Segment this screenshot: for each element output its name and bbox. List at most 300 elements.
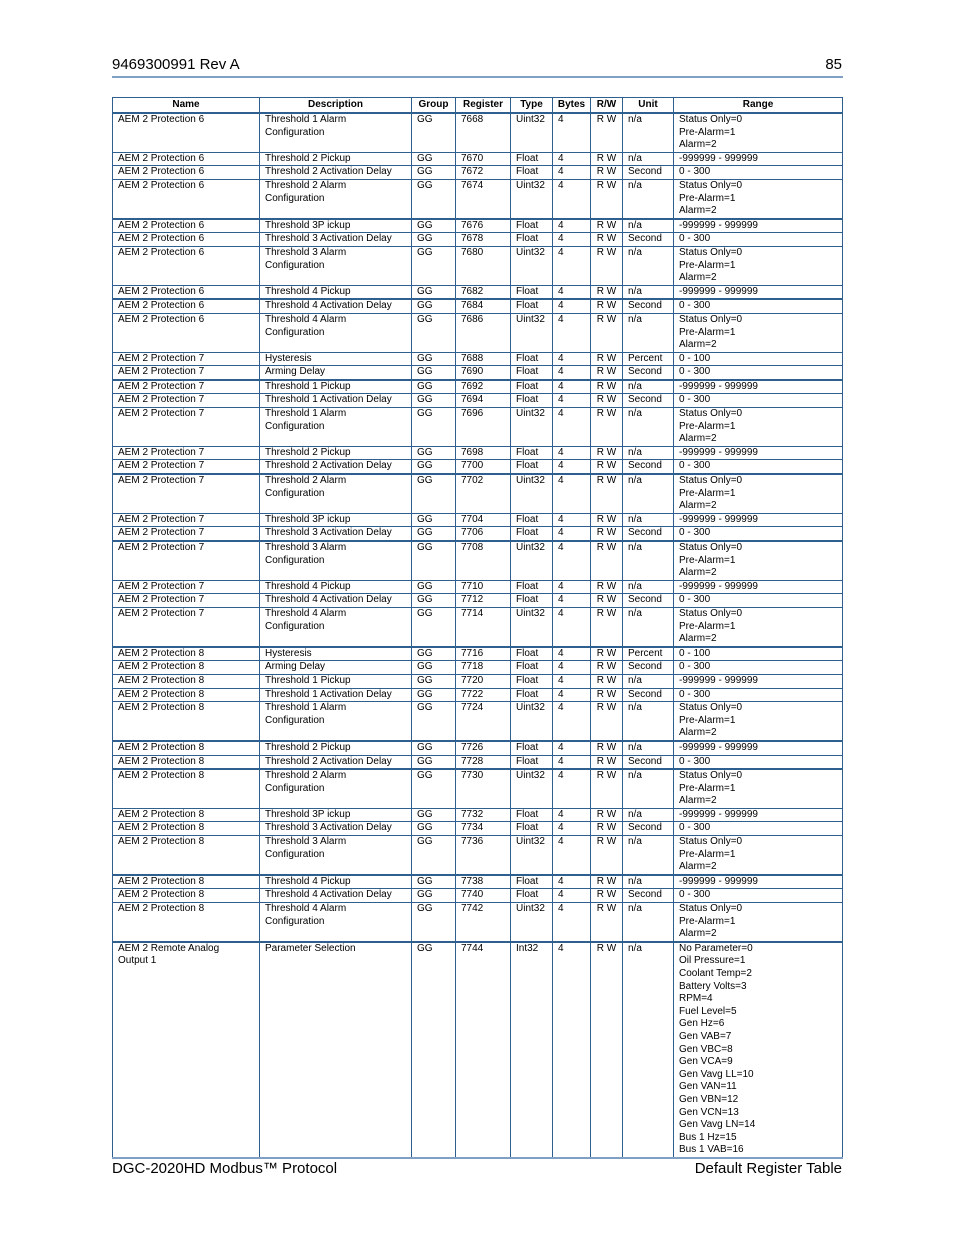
cell-group: GG	[412, 460, 456, 474]
cell-register: 7728	[456, 755, 511, 769]
cell-name: AEM 2 Protection 6	[113, 219, 260, 233]
column-header-register: Register	[456, 98, 511, 114]
cell-group: GG	[412, 889, 456, 903]
cell-group: GG	[412, 285, 456, 299]
cell-group: GG	[412, 446, 456, 460]
cell-unit: Second	[623, 394, 674, 408]
cell-bytes: 4	[553, 702, 591, 741]
cell-group: GG	[412, 674, 456, 688]
cell-rw: R W	[591, 755, 623, 769]
table-row	[113, 607, 843, 646]
cell-rw: R W	[591, 408, 623, 447]
cell-group: GG	[412, 233, 456, 247]
cell-type: Uint32	[511, 836, 553, 875]
cell-name: AEM 2 Protection 7	[113, 380, 260, 394]
cell-bytes: 4	[553, 394, 591, 408]
column-header-description: Description	[260, 98, 412, 114]
cell-register: 7734	[456, 822, 511, 836]
cell-range: 0 - 300	[674, 366, 843, 380]
cell-unit: n/a	[623, 246, 674, 285]
column-header-unit: Unit	[623, 98, 674, 114]
document-number: 9469300991 Rev A	[112, 56, 240, 73]
cell-group: GG	[412, 152, 456, 166]
cell-group: GG	[412, 179, 456, 218]
cell-name: AEM 2 Protection 8	[113, 702, 260, 741]
cell-group: GG	[412, 580, 456, 594]
cell-description: Hysteresis	[260, 352, 412, 366]
cell-rw: R W	[591, 446, 623, 460]
cell-rw: R W	[591, 688, 623, 702]
cell-name: AEM 2 Protection 7	[113, 446, 260, 460]
cell-register: 7700	[456, 460, 511, 474]
cell-group: GG	[412, 702, 456, 741]
cell-description: Arming Delay	[260, 661, 412, 675]
cell-type: Float	[511, 808, 553, 822]
cell-type: Float	[511, 394, 553, 408]
table-row	[113, 366, 843, 380]
cell-name: AEM 2 Protection 6	[113, 152, 260, 166]
cell-register: 7668	[456, 113, 511, 152]
cell-type: Float	[511, 513, 553, 527]
table-row	[113, 352, 843, 366]
footer-section-title: Default Register Table	[694, 1160, 842, 1177]
cell-rw: R W	[591, 702, 623, 741]
cell-name: AEM 2 Protection 6	[113, 233, 260, 247]
cell-rw: R W	[591, 741, 623, 755]
cell-register: 7730	[456, 769, 511, 808]
cell-unit: n/a	[623, 285, 674, 299]
cell-bytes: 4	[553, 755, 591, 769]
cell-description: Threshold 1 Alarm Configuration	[260, 702, 412, 741]
cell-rw: R W	[591, 179, 623, 218]
cell-register: 7682	[456, 285, 511, 299]
cell-group: GG	[412, 875, 456, 889]
cell-type: Uint32	[511, 474, 553, 513]
cell-name: AEM 2 Protection 7	[113, 607, 260, 646]
cell-rw: R W	[591, 942, 623, 1158]
table-row	[113, 166, 843, 180]
cell-range: Status Only=0 Pre-Alarm=1 Alarm=2	[674, 769, 843, 808]
cell-rw: R W	[591, 246, 623, 285]
cell-name: AEM 2 Protection 6	[113, 313, 260, 352]
cell-type: Float	[511, 647, 553, 661]
cell-description: Threshold 3 Activation Delay	[260, 527, 412, 541]
column-header-rw: R/W	[591, 98, 623, 114]
cell-group: GG	[412, 594, 456, 608]
cell-unit: n/a	[623, 942, 674, 1158]
cell-bytes: 4	[553, 299, 591, 313]
cell-group: GG	[412, 527, 456, 541]
cell-register: 7676	[456, 219, 511, 233]
cell-bytes: 4	[553, 313, 591, 352]
cell-name: AEM 2 Protection 7	[113, 541, 260, 580]
cell-group: GG	[412, 541, 456, 580]
table-row	[113, 674, 843, 688]
cell-bytes: 4	[553, 808, 591, 822]
cell-rw: R W	[591, 474, 623, 513]
cell-description: Threshold 3 Alarm Configuration	[260, 836, 412, 875]
cell-description: Threshold 2 Activation Delay	[260, 166, 412, 180]
cell-type: Float	[511, 688, 553, 702]
cell-bytes: 4	[553, 366, 591, 380]
cell-group: GG	[412, 647, 456, 661]
cell-rw: R W	[591, 352, 623, 366]
table-row	[113, 219, 843, 233]
cell-name: AEM 2 Protection 6	[113, 113, 260, 152]
table-row	[113, 460, 843, 474]
cell-type: Uint32	[511, 246, 553, 285]
cell-description: Parameter Selection	[260, 942, 412, 1158]
cell-range: Status Only=0 Pre-Alarm=1 Alarm=2	[674, 474, 843, 513]
cell-register: 7690	[456, 366, 511, 380]
cell-rw: R W	[591, 460, 623, 474]
cell-rw: R W	[591, 166, 623, 180]
cell-type: Uint32	[511, 179, 553, 218]
cell-register: 7704	[456, 513, 511, 527]
cell-range: 0 - 100	[674, 352, 843, 366]
table-row	[113, 113, 843, 152]
table-row	[113, 179, 843, 218]
cell-unit: Second	[623, 233, 674, 247]
cell-register: 7696	[456, 408, 511, 447]
cell-bytes: 4	[553, 594, 591, 608]
cell-rw: R W	[591, 889, 623, 903]
cell-rw: R W	[591, 607, 623, 646]
cell-type: Float	[511, 527, 553, 541]
cell-description: Threshold 4 Pickup	[260, 875, 412, 889]
cell-unit: Second	[623, 460, 674, 474]
cell-group: GG	[412, 166, 456, 180]
cell-type: Float	[511, 594, 553, 608]
cell-description: Threshold 2 Pickup	[260, 446, 412, 460]
cell-name: AEM 2 Protection 7	[113, 594, 260, 608]
cell-bytes: 4	[553, 889, 591, 903]
cell-rw: R W	[591, 836, 623, 875]
table-row	[113, 702, 843, 741]
cell-type: Float	[511, 285, 553, 299]
cell-type: Uint32	[511, 113, 553, 152]
cell-rw: R W	[591, 366, 623, 380]
cell-name: AEM 2 Protection 6	[113, 299, 260, 313]
cell-range: -999999 - 999999	[674, 875, 843, 889]
cell-register: 7680	[456, 246, 511, 285]
cell-type: Float	[511, 299, 553, 313]
cell-description: Threshold 2 Pickup	[260, 152, 412, 166]
cell-bytes: 4	[553, 474, 591, 513]
cell-group: GG	[412, 836, 456, 875]
cell-range: 0 - 300	[674, 889, 843, 903]
cell-name: AEM 2 Protection 6	[113, 179, 260, 218]
cell-type: Float	[511, 741, 553, 755]
cell-register: 7698	[456, 446, 511, 460]
cell-rw: R W	[591, 808, 623, 822]
cell-description: Threshold 2 Pickup	[260, 741, 412, 755]
cell-range: -999999 - 999999	[674, 380, 843, 394]
cell-register: 7670	[456, 152, 511, 166]
cell-register: 7688	[456, 352, 511, 366]
cell-name: AEM 2 Protection 6	[113, 166, 260, 180]
cell-type: Uint32	[511, 408, 553, 447]
cell-unit: n/a	[623, 541, 674, 580]
cell-bytes: 4	[553, 460, 591, 474]
table-row	[113, 661, 843, 675]
cell-group: GG	[412, 513, 456, 527]
cell-bytes: 4	[553, 769, 591, 808]
cell-bytes: 4	[553, 246, 591, 285]
cell-rw: R W	[591, 541, 623, 580]
cell-group: GG	[412, 299, 456, 313]
table-row	[113, 822, 843, 836]
cell-rw: R W	[591, 233, 623, 247]
cell-unit: Percent	[623, 647, 674, 661]
cell-description: Threshold 4 Activation Delay	[260, 594, 412, 608]
cell-unit: n/a	[623, 903, 674, 942]
cell-bytes: 4	[553, 607, 591, 646]
cell-unit: n/a	[623, 219, 674, 233]
cell-type: Uint32	[511, 903, 553, 942]
cell-range: 0 - 300	[674, 527, 843, 541]
cell-rw: R W	[591, 527, 623, 541]
cell-range: -999999 - 999999	[674, 219, 843, 233]
cell-range: -999999 - 999999	[674, 285, 843, 299]
cell-unit: n/a	[623, 674, 674, 688]
cell-group: GG	[412, 607, 456, 646]
cell-unit: n/a	[623, 513, 674, 527]
cell-bytes: 4	[553, 179, 591, 218]
table-row	[113, 903, 843, 942]
cell-range: Status Only=0 Pre-Alarm=1 Alarm=2	[674, 903, 843, 942]
cell-type: Float	[511, 674, 553, 688]
cell-description: Threshold 3P ickup	[260, 219, 412, 233]
cell-bytes: 4	[553, 875, 591, 889]
table-row	[113, 942, 843, 1158]
cell-unit: n/a	[623, 113, 674, 152]
cell-bytes: 4	[553, 836, 591, 875]
cell-type: Float	[511, 446, 553, 460]
table-row	[113, 513, 843, 527]
cell-unit: Second	[623, 366, 674, 380]
cell-range: Status Only=0 Pre-Alarm=1 Alarm=2	[674, 179, 843, 218]
cell-unit: n/a	[623, 741, 674, 755]
cell-range: 0 - 300	[674, 166, 843, 180]
cell-bytes: 4	[553, 513, 591, 527]
cell-register: 7712	[456, 594, 511, 608]
cell-range: 0 - 300	[674, 460, 843, 474]
cell-group: GG	[412, 661, 456, 675]
cell-range: Status Only=0 Pre-Alarm=1 Alarm=2	[674, 541, 843, 580]
cell-range: 0 - 300	[674, 661, 843, 675]
cell-register: 7684	[456, 299, 511, 313]
cell-rw: R W	[591, 647, 623, 661]
cell-type: Uint32	[511, 769, 553, 808]
cell-range: 0 - 300	[674, 594, 843, 608]
cell-bytes: 4	[553, 233, 591, 247]
cell-group: GG	[412, 474, 456, 513]
cell-unit: n/a	[623, 179, 674, 218]
cell-rw: R W	[591, 313, 623, 352]
table-row	[113, 394, 843, 408]
cell-register: 7732	[456, 808, 511, 822]
cell-description: Threshold 4 Activation Delay	[260, 889, 412, 903]
column-header-range: Range	[674, 98, 843, 114]
table-row	[113, 594, 843, 608]
cell-register: 7722	[456, 688, 511, 702]
cell-range: 0 - 300	[674, 299, 843, 313]
cell-group: GG	[412, 366, 456, 380]
cell-description: Threshold 3 Alarm Configuration	[260, 246, 412, 285]
cell-unit: Second	[623, 755, 674, 769]
cell-group: GG	[412, 808, 456, 822]
cell-description: Threshold 3 Activation Delay	[260, 233, 412, 247]
cell-description: Threshold 3P ickup	[260, 513, 412, 527]
cell-range: Status Only=0 Pre-Alarm=1 Alarm=2	[674, 702, 843, 741]
cell-name: AEM 2 Protection 7	[113, 366, 260, 380]
page-footer	[112, 1159, 842, 1179]
cell-register: 7736	[456, 836, 511, 875]
table-row	[113, 380, 843, 394]
table-row	[113, 152, 843, 166]
table-row	[113, 246, 843, 285]
cell-unit: Second	[623, 594, 674, 608]
cell-type: Float	[511, 889, 553, 903]
cell-range: 0 - 300	[674, 394, 843, 408]
cell-description: Threshold 3P ickup	[260, 808, 412, 822]
table-row	[113, 474, 843, 513]
cell-register: 7692	[456, 380, 511, 394]
column-header-type: Type	[511, 98, 553, 114]
cell-name: AEM 2 Protection 8	[113, 688, 260, 702]
cell-bytes: 4	[553, 408, 591, 447]
cell-name: AEM 2 Protection 8	[113, 661, 260, 675]
cell-description: Threshold 1 Pickup	[260, 674, 412, 688]
cell-bytes: 4	[553, 688, 591, 702]
cell-bytes: 4	[553, 822, 591, 836]
cell-register: 7702	[456, 474, 511, 513]
cell-group: GG	[412, 313, 456, 352]
cell-group: GG	[412, 741, 456, 755]
table-row	[113, 769, 843, 808]
cell-unit: Percent	[623, 352, 674, 366]
cell-name: AEM 2 Protection 6	[113, 246, 260, 285]
cell-type: Float	[511, 380, 553, 394]
cell-group: GG	[412, 408, 456, 447]
cell-name: AEM 2 Protection 8	[113, 755, 260, 769]
cell-group: GG	[412, 755, 456, 769]
cell-type: Float	[511, 219, 553, 233]
table-row	[113, 647, 843, 661]
cell-unit: n/a	[623, 836, 674, 875]
cell-range: -999999 - 999999	[674, 513, 843, 527]
cell-description: Threshold 2 Alarm Configuration	[260, 769, 412, 808]
cell-name: AEM 2 Protection 8	[113, 647, 260, 661]
cell-rw: R W	[591, 580, 623, 594]
cell-name: AEM 2 Protection 7	[113, 394, 260, 408]
cell-type: Float	[511, 460, 553, 474]
cell-range: -999999 - 999999	[674, 741, 843, 755]
cell-unit: n/a	[623, 474, 674, 513]
footer-document-title: DGC-2020HD Modbus™ Protocol	[112, 1160, 338, 1177]
cell-register: 7714	[456, 607, 511, 646]
cell-rw: R W	[591, 903, 623, 942]
cell-range: Status Only=0 Pre-Alarm=1 Alarm=2	[674, 313, 843, 352]
cell-group: GG	[412, 380, 456, 394]
cell-name: AEM 2 Protection 7	[113, 460, 260, 474]
cell-range: 0 - 300	[674, 755, 843, 769]
cell-name: AEM 2 Remote Analog Output 1	[113, 942, 260, 1158]
cell-name: AEM 2 Protection 8	[113, 769, 260, 808]
page-number: 85	[825, 56, 842, 73]
cell-unit: n/a	[623, 408, 674, 447]
cell-unit: n/a	[623, 769, 674, 808]
cell-register: 7706	[456, 527, 511, 541]
cell-rw: R W	[591, 661, 623, 675]
cell-rw: R W	[591, 674, 623, 688]
cell-type: Float	[511, 661, 553, 675]
cell-rw: R W	[591, 513, 623, 527]
cell-bytes: 4	[553, 541, 591, 580]
cell-name: AEM 2 Protection 7	[113, 527, 260, 541]
cell-name: AEM 2 Protection 8	[113, 836, 260, 875]
cell-unit: n/a	[623, 808, 674, 822]
cell-rw: R W	[591, 394, 623, 408]
cell-type: Uint32	[511, 313, 553, 352]
cell-register: 7726	[456, 741, 511, 755]
cell-group: GG	[412, 769, 456, 808]
cell-name: AEM 2 Protection 8	[113, 822, 260, 836]
cell-type: Uint32	[511, 541, 553, 580]
cell-bytes: 4	[553, 661, 591, 675]
cell-range: 0 - 100	[674, 647, 843, 661]
cell-rw: R W	[591, 113, 623, 152]
cell-type: Float	[511, 166, 553, 180]
cell-range: Status Only=0 Pre-Alarm=1 Alarm=2	[674, 408, 843, 447]
cell-range: Status Only=0 Pre-Alarm=1 Alarm=2	[674, 607, 843, 646]
cell-unit: Second	[623, 299, 674, 313]
cell-description: Threshold 4 Pickup	[260, 580, 412, 594]
cell-group: GG	[412, 394, 456, 408]
cell-register: 7716	[456, 647, 511, 661]
cell-register: 7694	[456, 394, 511, 408]
cell-description: Threshold 4 Alarm Configuration	[260, 903, 412, 942]
cell-bytes: 4	[553, 527, 591, 541]
cell-unit: n/a	[623, 875, 674, 889]
cell-type: Float	[511, 366, 553, 380]
cell-rw: R W	[591, 299, 623, 313]
cell-type: Float	[511, 152, 553, 166]
cell-register: 7708	[456, 541, 511, 580]
cell-register: 7742	[456, 903, 511, 942]
cell-range: -999999 - 999999	[674, 674, 843, 688]
cell-description: Threshold 4 Activation Delay	[260, 299, 412, 313]
cell-unit: n/a	[623, 702, 674, 741]
cell-description: Threshold 2 Activation Delay	[260, 755, 412, 769]
cell-type: Uint32	[511, 607, 553, 646]
cell-group: GG	[412, 942, 456, 1158]
cell-range: Status Only=0 Pre-Alarm=1 Alarm=2	[674, 113, 843, 152]
cell-bytes: 4	[553, 903, 591, 942]
cell-unit: Second	[623, 688, 674, 702]
cell-bytes: 4	[553, 352, 591, 366]
cell-rw: R W	[591, 594, 623, 608]
cell-unit: n/a	[623, 313, 674, 352]
table-header-row	[113, 98, 843, 114]
cell-rw: R W	[591, 380, 623, 394]
cell-unit: Second	[623, 822, 674, 836]
cell-rw: R W	[591, 875, 623, 889]
cell-register: 7738	[456, 875, 511, 889]
cell-bytes: 4	[553, 152, 591, 166]
cell-description: Threshold 3 Alarm Configuration	[260, 541, 412, 580]
